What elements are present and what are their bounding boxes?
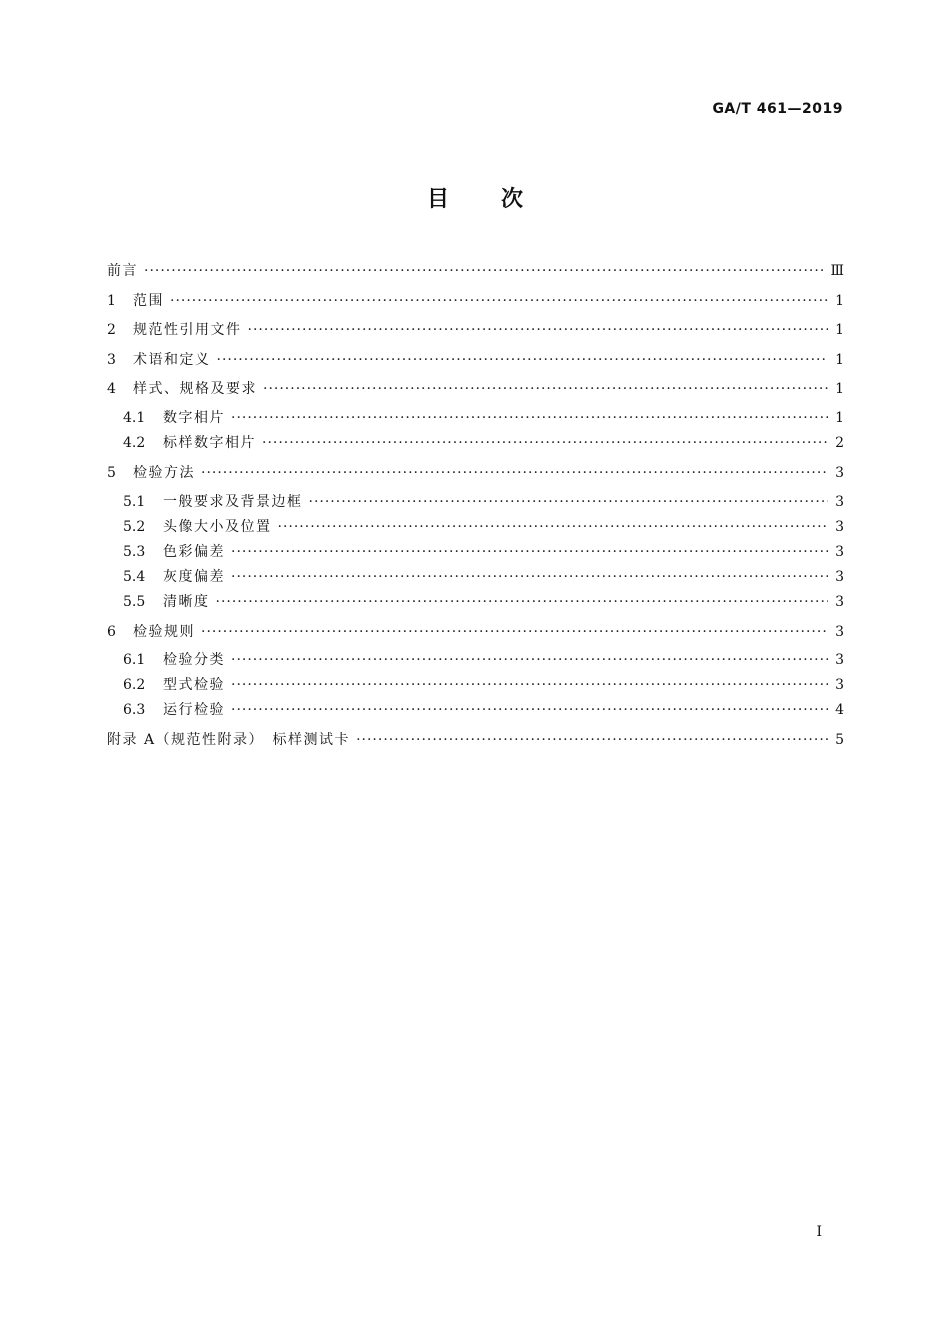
toc-entry-5-4[interactable]: [123, 566, 844, 588]
toc-entry-page: 5: [835, 732, 844, 748]
toc-entry-number: 2: [107, 322, 116, 338]
toc-leader-dots: [309, 491, 829, 513]
toc-entry-label: 色彩偏差: [163, 544, 225, 560]
toc-entry-label: 灰度偏差: [163, 569, 225, 585]
toc-entry-3[interactable]: [107, 349, 844, 371]
page-number: Ⅰ: [816, 1224, 822, 1240]
toc-entry-label: 检验分类: [163, 652, 225, 668]
toc-leader-dots: [231, 674, 828, 696]
toc-entry-label: 术语和定义: [133, 352, 211, 368]
toc-title-part2: 次: [501, 187, 524, 212]
toc-leader-dots: [217, 349, 829, 371]
toc-entry-1[interactable]: [107, 290, 844, 312]
toc-entry-5-3[interactable]: [123, 541, 844, 563]
toc-entry-number: 4: [107, 381, 116, 397]
toc-entry-page: 3: [835, 494, 844, 510]
toc-entry-label: 运行检验: [163, 702, 225, 718]
toc-leader-dots: [231, 566, 828, 588]
toc-entry-page: 3: [835, 569, 844, 585]
toc-leader-dots: [170, 290, 828, 312]
toc-entry-page: 3: [835, 594, 844, 610]
toc-entry-label: 前言: [107, 263, 138, 279]
toc-entry-number: 6.2: [123, 677, 146, 693]
toc-leader-dots: [278, 516, 829, 538]
toc-entry-6[interactable]: [107, 621, 844, 643]
toc-entry-label: 范围: [133, 293, 164, 309]
toc-entry-2[interactable]: [107, 319, 844, 341]
toc-entry-page: 2: [835, 435, 844, 451]
toc-leader-dots: [201, 621, 828, 643]
toc-entry-number: 5.1: [123, 494, 146, 510]
toc-entry-number: 1: [107, 293, 116, 309]
toc-entry-label: 标样数字相片: [163, 435, 256, 451]
toc-leader-dots: [262, 432, 828, 454]
toc-leader-dots: [231, 541, 828, 563]
toc-leader-dots: [263, 378, 828, 400]
toc-entry-page: 3: [835, 544, 844, 560]
toc-entry-page: 4: [835, 702, 844, 718]
toc-entry-page: 3: [835, 624, 844, 640]
toc-entry-number: 4.2: [123, 435, 146, 451]
toc-entry-page: 1: [835, 322, 844, 338]
toc-entry-6-2[interactable]: [123, 674, 844, 696]
toc-entry-5-5[interactable]: [123, 591, 844, 613]
toc-entry-label: 头像大小及位置: [163, 519, 272, 535]
toc-entry-page: Ⅲ: [830, 263, 844, 279]
toc-leader-dots: [231, 407, 828, 429]
toc-entry-page: 1: [835, 381, 844, 397]
toc-entry-label: 检验方法: [133, 465, 195, 481]
toc-entry-number: 5: [107, 465, 116, 481]
toc-entry-5-2[interactable]: [123, 516, 844, 538]
toc-entry-5[interactable]: [107, 462, 844, 484]
toc-entry-label: 数字相片: [163, 410, 225, 426]
toc-leader-dots: [248, 319, 829, 341]
toc-entry-number: 5.3: [123, 544, 146, 560]
standard-code: GA/T 461—2019: [712, 101, 843, 117]
toc-entry-number: 6.3: [123, 702, 146, 718]
toc-entry-number: 6: [107, 624, 116, 640]
toc-entry-5-1[interactable]: [123, 491, 844, 513]
toc-entry-appendix-a[interactable]: [107, 729, 844, 751]
toc-leader-dots: [201, 462, 828, 484]
toc-entry-4[interactable]: [107, 378, 844, 400]
toc-entry-page: 3: [835, 465, 844, 481]
toc-entry-page: 3: [835, 519, 844, 535]
toc-entry-page: 3: [835, 652, 844, 668]
toc-entry-page: 3: [835, 677, 844, 693]
toc-entry-6-3[interactable]: [123, 699, 844, 721]
toc-entry-page: 1: [835, 352, 844, 368]
toc-entry-number: 5.5: [123, 594, 146, 610]
toc-entry-page: 1: [835, 410, 844, 426]
toc-entry-label: 规范性引用文件: [133, 322, 242, 338]
toc-entry-4-1[interactable]: [123, 407, 844, 429]
toc-title-part1: 目: [426, 187, 449, 212]
toc-entry-6-1[interactable]: [123, 649, 844, 671]
toc-title: [0, 182, 950, 213]
toc-entry-4-2[interactable]: [123, 432, 844, 454]
toc-entry-label: 一般要求及背景边框: [163, 494, 303, 510]
toc-leader-dots: [356, 729, 828, 751]
toc-leader-dots: [231, 699, 828, 721]
toc-entry-label: 样式、规格及要求: [133, 381, 257, 397]
toc-leader-dots: [144, 260, 824, 282]
toc-entry-page: 1: [835, 293, 844, 309]
toc-leader-dots: [216, 591, 829, 613]
toc-entry-label: 清晰度: [163, 594, 210, 610]
toc-entry-label: 检验规则: [133, 624, 195, 640]
toc-entry-number: 5.2: [123, 519, 146, 535]
toc-leader-dots: [231, 649, 828, 671]
toc-entry-number: 5.4: [123, 569, 146, 585]
toc-entry-label: 型式检验: [163, 677, 225, 693]
toc-entry-number: 3: [107, 352, 116, 368]
toc-entry-number: 4.1: [123, 410, 146, 426]
toc-entry-label: 附录 A（规范性附录） 标样测试卡: [107, 732, 351, 748]
toc-entry-foreword[interactable]: [107, 260, 844, 282]
toc-entry-number: 6.1: [123, 652, 146, 668]
